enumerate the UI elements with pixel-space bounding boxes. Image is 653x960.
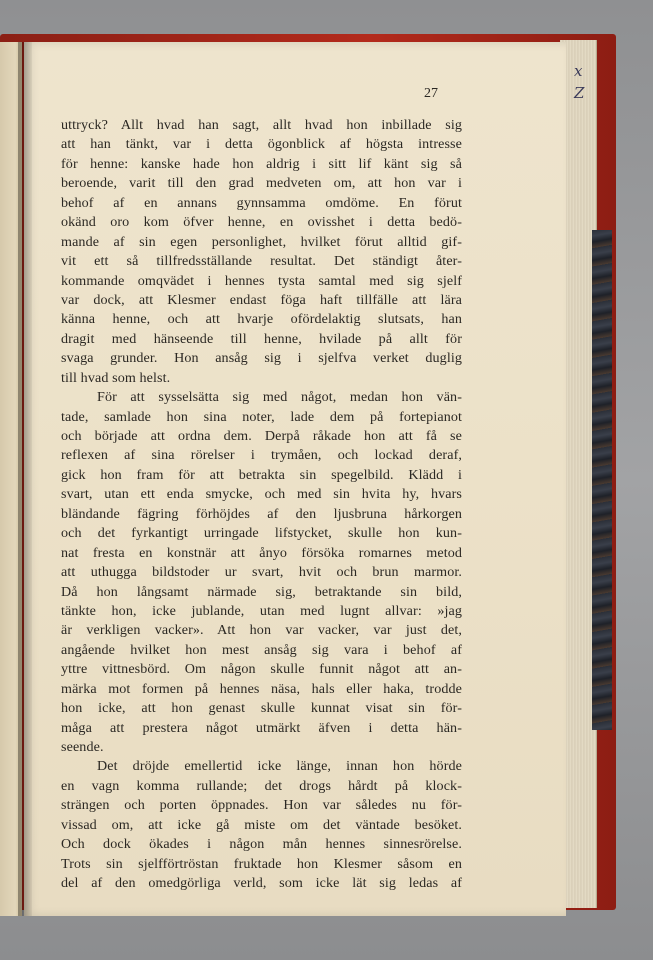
text-line: okänd oro kom öfver henne, en ovisshet i detta bedö- <box>61 214 462 231</box>
page-number: 27 <box>424 86 438 101</box>
text-line: är verkligen vacker». Att hon var vacker, var just det, <box>61 622 462 639</box>
text-line: seende. <box>61 739 104 755</box>
body-text <box>61 116 462 894</box>
text-line: måga att prestera något utmärkt äfven i detta hän- <box>61 719 462 736</box>
text-line: en vagn komma rullande; det drogs hårdt på klock- <box>61 777 462 794</box>
text-line: bländande fägring förhöjdes af den ljusbruna hårkorgen <box>61 505 462 522</box>
text-line: Trots sin sjelfförtröstan fruktade hon Klesmer såsom en <box>61 855 462 872</box>
text-line: Och dock ökades i någon mån hennes sinnesrörelse. <box>61 836 462 853</box>
text-line: var dock, att Klesmer endast föga haft tillfälle att lära <box>61 291 462 308</box>
text-line: dragit med hänseende till henne, hvilade på allt för <box>61 330 462 347</box>
text-line: vissad om, att icke gå miste om det väntade besöket. <box>61 816 462 833</box>
text-line: känna henne, och att hvarje ofördelaktig slutsats, han <box>61 311 462 328</box>
marbled-cover-edge <box>592 230 612 730</box>
text-line: att uthugga bildstoder ur svart, hvit och brun marmor. <box>61 564 462 581</box>
text-line: nat fresta en konstnär att ånyo försöka romarnes metod <box>61 544 462 561</box>
text-line: tänkte hon, icke jublande, utan med lugnt allvar: »jag <box>61 602 462 619</box>
text-line: strängen och porten öppnades. Hon var således nu för- <box>61 797 462 814</box>
text-line: yttre vittnesbörd. Om någon skulle funnit något att an- <box>61 661 462 678</box>
text-line: gick hon fram för att betrakta sin spegelbild. Klädd i <box>61 466 462 483</box>
text-line: För att sysselsätta sig med något, medan hon vän- <box>97 389 462 406</box>
text-line: mande af sin egen personlighet, hvilket förut alltid gif- <box>61 233 462 250</box>
text-line: tade, samlade hon sina noter, lade dem på fortepianot <box>61 408 462 425</box>
text-line: märka mot formen på hennes näsa, hals eller haka, trodde <box>61 680 462 697</box>
text-line: del af den omedgörliga verld, som icke lät sig ledas af <box>61 875 462 892</box>
text-line: kommande omqvädet i hennes tysta samtal med sig sjelf <box>61 272 462 289</box>
text-line: och det fyrkantigt urringade lifstycket, skulle hon kun- <box>61 525 462 542</box>
text-line: Det dröjde emellertid icke länge, innan hon hörde <box>97 758 462 775</box>
text-line: svart, utan ett enda smycke, och med sin hvita hy, hvars <box>61 486 462 503</box>
text-line: Då hon långsamt närmade sig, betraktande sin bild, <box>61 583 462 600</box>
text-line: behof af en annans gynnsamma omdöme. En förut <box>61 194 462 211</box>
text-line: vit ett så tillfredsställande resultat. Det ständigt åter- <box>61 253 462 270</box>
text-line: för henne: kanske hade hon aldrig i sitt lif känt sig så <box>61 155 462 172</box>
text-line: att han tänkt, var i detta ögonblick af högsta intresse <box>61 136 462 153</box>
text-line: beroende, varit till den grad medveten om, att hon var i <box>61 175 462 192</box>
text-line: hon icke, att hon genast skulle kunnat visat sin för- <box>61 700 462 717</box>
text-line: uttryck? Allt hvad han sagt, allt hvad hon inbillade sig <box>61 117 462 133</box>
margin-pencil-mark: x Z <box>574 62 585 102</box>
text-line: svaga grunder. Hon ansåg sig i sjelfva verket duglig <box>61 350 462 367</box>
text-line: angående hvilket hon mest ansåg sig vara i behof af <box>61 641 462 658</box>
text-line: reflexen af sina rörelser i trymåen, och lockad deraf, <box>61 447 462 464</box>
text-line: och började att ordna dem. Derpå råkade hon att få se <box>61 428 462 444</box>
page-gutter <box>18 42 32 916</box>
text-line: till hvad som helst. <box>61 369 171 386</box>
